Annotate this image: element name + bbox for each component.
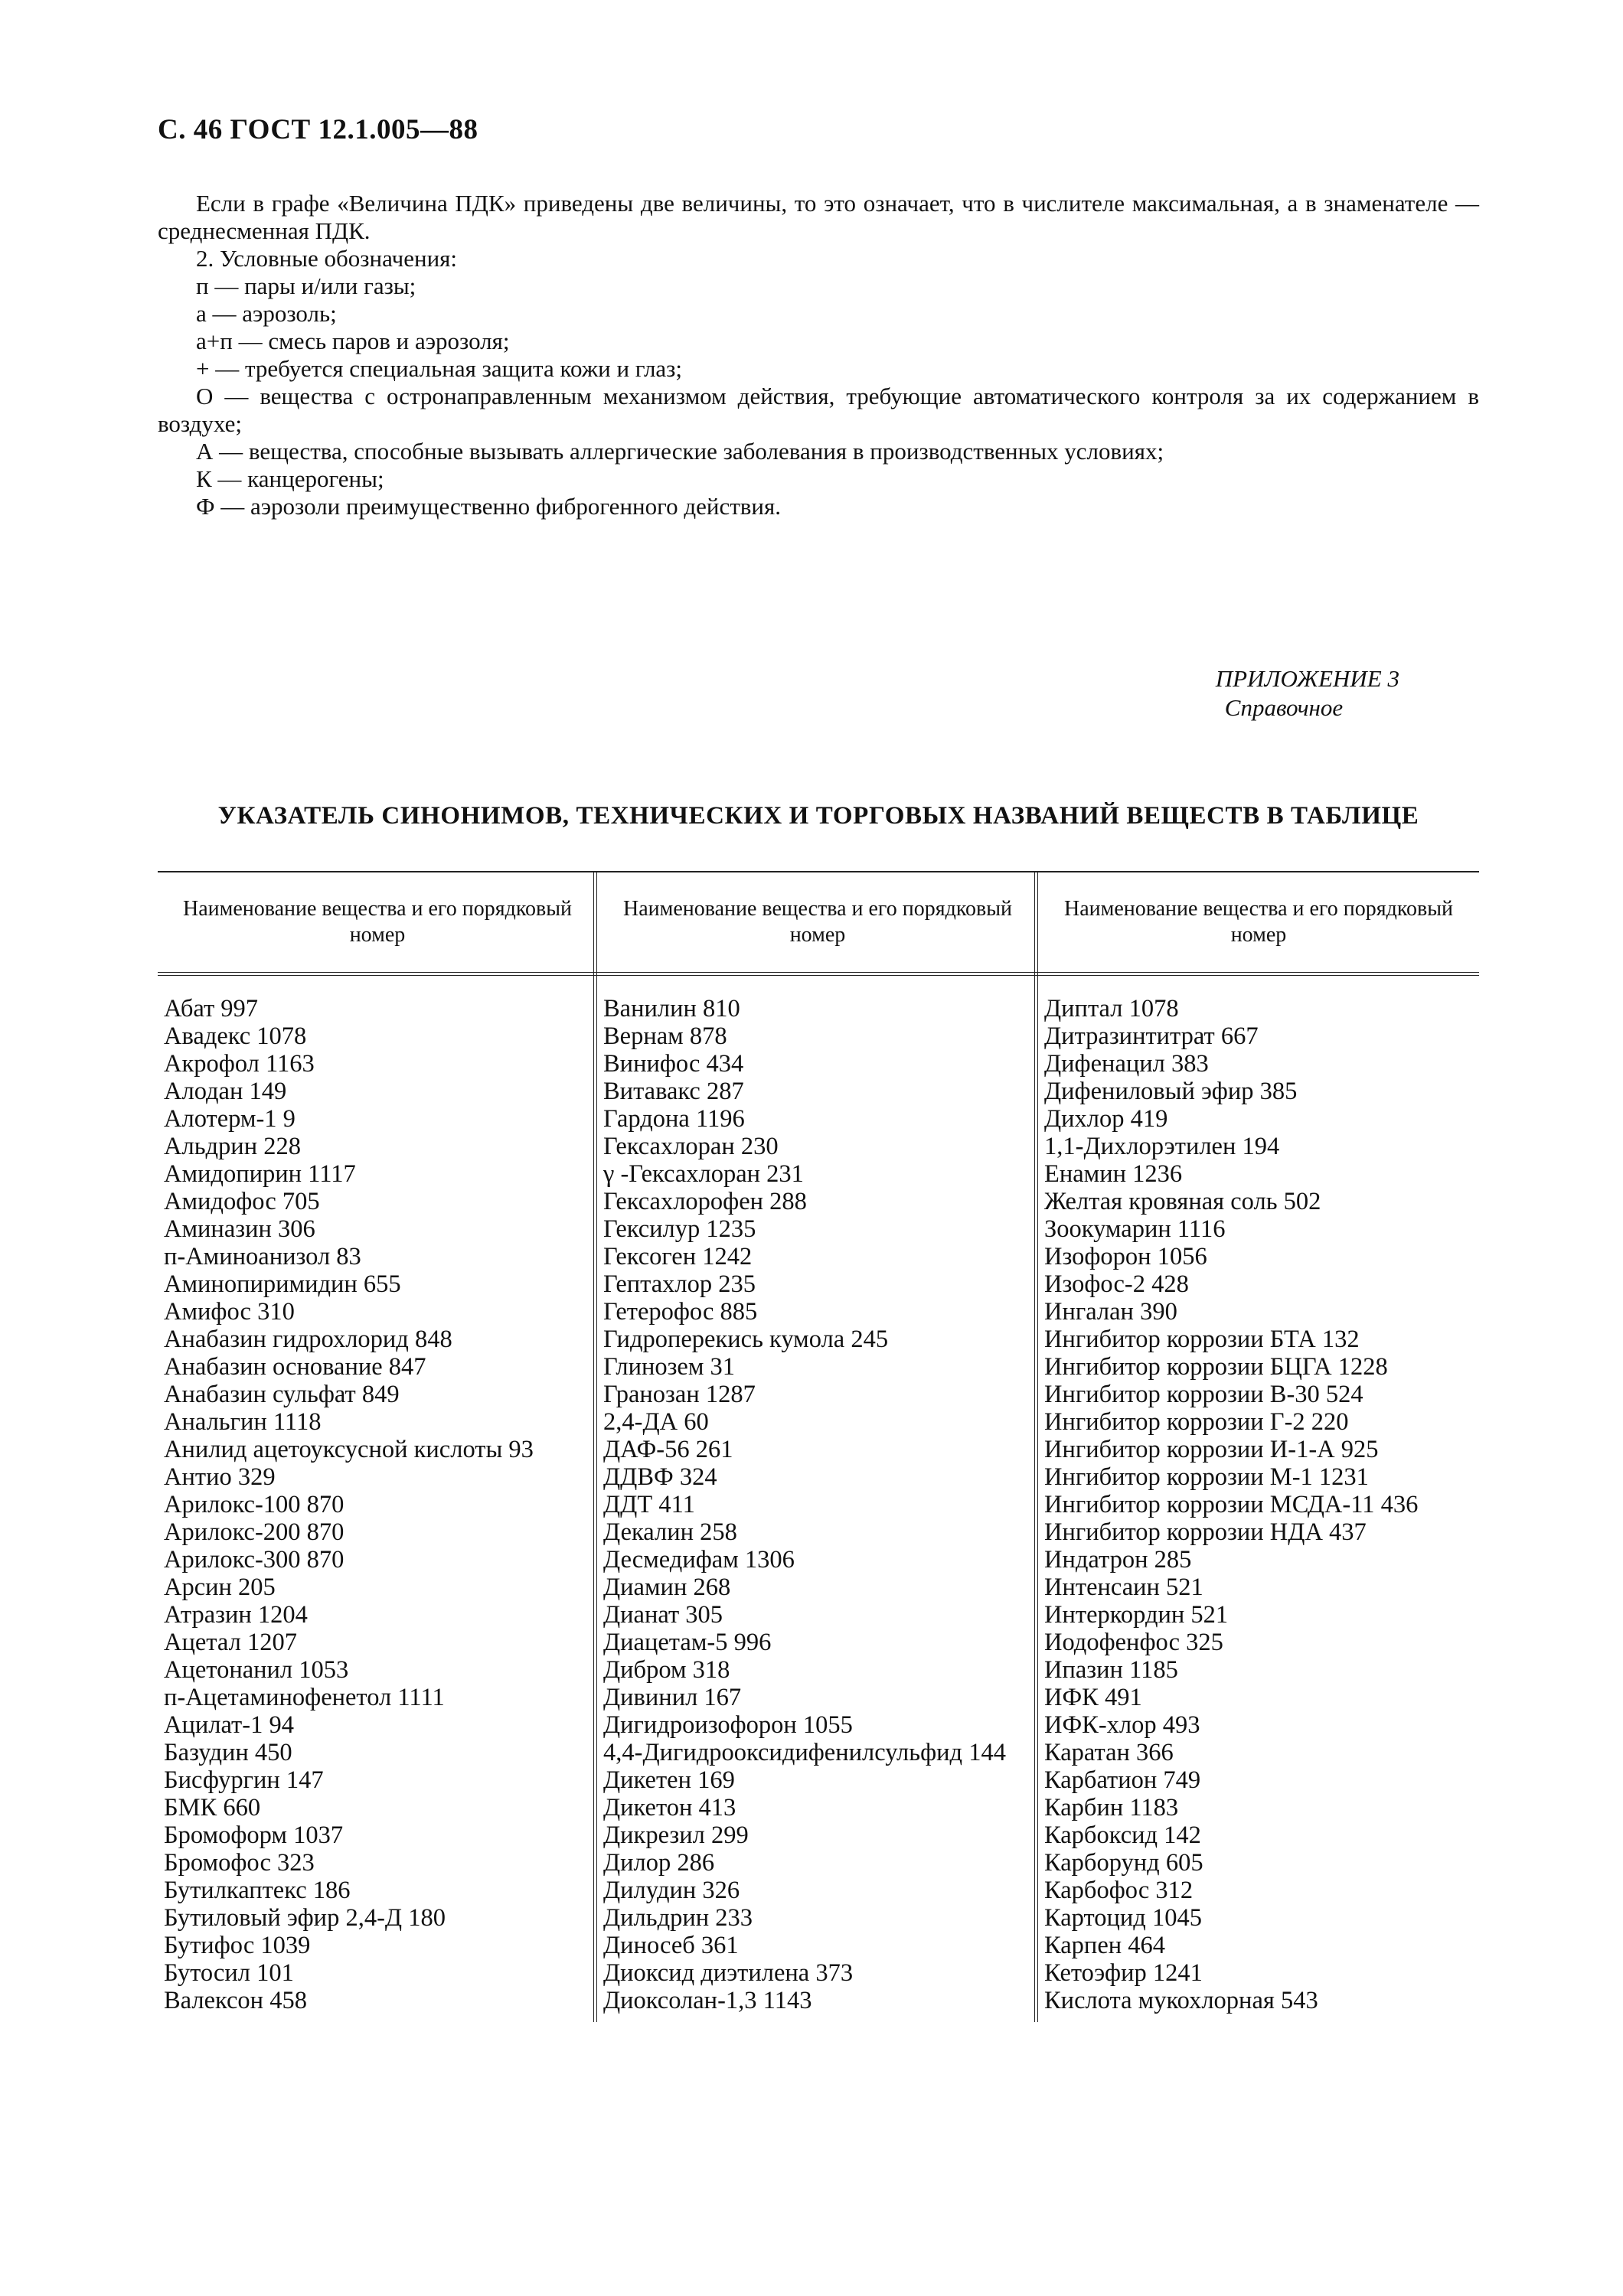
index-entry: Диамин 268 xyxy=(603,1574,731,1601)
index-entry: Карбоксид 142 xyxy=(1044,1821,1201,1849)
appendix-subtitle: Справочное xyxy=(1224,694,1344,721)
index-entry: γ -Гексахлоран 231 xyxy=(603,1160,804,1188)
index-entry: Интенсаин 521 xyxy=(1044,1574,1203,1601)
index-entry: Карбофос 312 xyxy=(1044,1877,1194,1904)
index-entry: п-Аминоанизол 83 xyxy=(164,1243,361,1270)
index-entry: Декалин 258 xyxy=(603,1518,737,1546)
index-entry: Карбин 1183 xyxy=(1044,1794,1179,1821)
index-entry: Базудин 450 xyxy=(164,1739,292,1766)
index-entry: Диоксид диэтилена 373 xyxy=(603,1959,854,1987)
index-entry: Гранозан 1287 xyxy=(603,1381,756,1408)
index-entry: Ингибитор коррозии В-30 524 xyxy=(1044,1381,1363,1408)
index-entry: Арилокс-200 870 xyxy=(164,1518,345,1546)
index-entry: Арсин 205 xyxy=(164,1574,276,1601)
index-entry: п-Ацетаминофенетол 1111 xyxy=(164,1684,445,1711)
index-entry: Анабазин основание 847 xyxy=(164,1353,426,1381)
column-divider xyxy=(593,872,597,2022)
index-entry: Анабазин сульфат 849 xyxy=(164,1381,400,1408)
index-entry: Бисфургин 147 xyxy=(164,1766,324,1794)
index-entry: Дилудин 326 xyxy=(603,1877,740,1904)
column-header: Наименование вещества и его порядковый номер xyxy=(182,897,573,947)
index-entry: Атразин 1204 xyxy=(164,1601,308,1629)
index-entry: Бутифос 1039 xyxy=(164,1932,311,1959)
index-entry: Винифос 434 xyxy=(603,1050,744,1078)
index-entry: Дифениловый эфир 385 xyxy=(1044,1078,1298,1105)
index-entry: Дивинил 167 xyxy=(603,1684,742,1711)
index-entry: Бутилкаптекс 186 xyxy=(164,1877,351,1904)
index-entry: Анабазин гидрохлорид 848 xyxy=(164,1326,452,1353)
symbol-item: К — канцерогены; xyxy=(196,465,384,492)
index-entry: Гексоген 1242 xyxy=(603,1243,753,1270)
index-column-3 xyxy=(1038,872,1479,2022)
index-entry: Карбатион 749 xyxy=(1044,1766,1201,1794)
page-header: С. 46 ГОСТ 12.1.005—88 xyxy=(158,114,478,145)
index-entry: Кетоэфир 1241 xyxy=(1044,1959,1203,1987)
index-entry: Вернам 878 xyxy=(603,1022,727,1050)
index-entry: Диоксолан-1,3 1143 xyxy=(603,1987,812,2014)
index-entry: Антио 329 xyxy=(164,1463,276,1491)
index-entry: Каратан 366 xyxy=(1044,1739,1174,1766)
index-entry: Аминазин 306 xyxy=(164,1215,315,1243)
index-entry: Альдрин 228 xyxy=(164,1133,301,1160)
index-entry: Дифенацил 383 xyxy=(1044,1050,1209,1078)
index-column-1 xyxy=(158,872,597,2022)
index-entry: Ингибитор коррозии Г-2 220 xyxy=(1044,1408,1349,1436)
index-entry: Дилор 286 xyxy=(603,1849,715,1877)
index-entry: Дианат 305 xyxy=(603,1601,723,1629)
index-entry: Ацетонанил 1053 xyxy=(164,1656,349,1684)
index-entry: ДДТ 411 xyxy=(603,1491,695,1518)
index-entry: Дибром 318 xyxy=(603,1656,730,1684)
index-entry: Арилокс-100 870 xyxy=(164,1491,345,1518)
index-entry: Ингибитор коррозии НДА 437 xyxy=(1044,1518,1367,1546)
index-entry: Ингалан 390 xyxy=(1044,1298,1177,1326)
index-entry: Диносеб 361 xyxy=(603,1932,739,1959)
index-entry: Амидофос 705 xyxy=(164,1188,320,1215)
index-entry: Валексон 458 xyxy=(164,1987,307,2014)
index-entry: Арилокс-300 870 xyxy=(164,1546,345,1574)
index-entry: Дихлор 419 xyxy=(1044,1105,1168,1133)
index-entry: Ингибитор коррозии БЦГА 1228 xyxy=(1044,1353,1388,1381)
index-entry: Гардона 1196 xyxy=(603,1105,745,1133)
index-entry: Кислота мукохлорная 543 xyxy=(1044,1987,1318,2014)
index-entry: Зоокумарин 1116 xyxy=(1044,1215,1226,1243)
index-entry: Иодофенфос 325 xyxy=(1044,1629,1223,1656)
index-entry: Дикетен 169 xyxy=(603,1766,735,1794)
index-entry: Алотерм-1 9 xyxy=(164,1105,296,1133)
index-entry: Гептахлор 235 xyxy=(603,1270,756,1298)
index-entry: Амидопирин 1117 xyxy=(164,1160,356,1188)
index-entry: Бутиловый эфир 2,4-Д 180 xyxy=(164,1904,446,1932)
index-entry: ДАФ-56 261 xyxy=(603,1436,733,1463)
index-entry: Ванилин 810 xyxy=(603,995,740,1022)
index-entry: Ингибитор коррозии БТА 132 xyxy=(1044,1326,1360,1353)
index-entry: БМК 660 xyxy=(164,1794,261,1821)
index-entry: Ацетал 1207 xyxy=(164,1629,297,1656)
index-entry: Енамин 1236 xyxy=(1044,1160,1183,1188)
index-entry: Изофорон 1056 xyxy=(1044,1243,1207,1270)
index-entry: Аминопиримидин 655 xyxy=(164,1270,401,1298)
column-divider xyxy=(1034,872,1038,2022)
symbol-item: О — вещества с остронаправленным механизмом действия, требующие автоматического контроля за их содержанием в воздухе; xyxy=(158,383,1479,437)
notes-heading: 2. Условные обозначения: xyxy=(196,245,458,272)
index-entry: Бутосил 101 xyxy=(164,1959,294,1987)
symbol-item: а — аэрозоль; xyxy=(196,300,337,327)
index-entry: ИФК-хлор 493 xyxy=(1044,1711,1200,1739)
column-header: Наименование вещества и его порядковый номер xyxy=(1063,897,1454,947)
index-entry: Гексахлоран 230 xyxy=(603,1133,779,1160)
index-entry: Диацетам-5 996 xyxy=(603,1629,772,1656)
symbol-item: + — требуется специальная защита кожи и глаз; xyxy=(196,355,683,382)
entries-list xyxy=(603,995,1035,2014)
index-entry: Бромофос 323 xyxy=(164,1849,315,1877)
index-entry: Витавакс 287 xyxy=(603,1078,744,1105)
index-entry: Картоцид 1045 xyxy=(1044,1904,1202,1932)
column-header: Наименование вещества и его порядковый номер xyxy=(622,897,1013,947)
index-entry: Гидроперекись кумола 245 xyxy=(603,1326,889,1353)
entries-list xyxy=(1044,995,1476,2014)
index-entry: Глинозем 31 xyxy=(603,1353,736,1381)
symbol-item: п — пары и/или газы; xyxy=(196,272,416,299)
index-entry: Абат 997 xyxy=(164,995,259,1022)
notes-paragraph: Если в графе «Величина ПДК» приведены две величины, то это означает, что в числителе максимальная, а в знаменателе — среднесменная ПДК. xyxy=(158,190,1479,244)
index-entry: 4,4-Дигидрооксидифенилсульфид 144 xyxy=(603,1739,1006,1766)
index-entry: Интеркордин 521 xyxy=(1044,1601,1229,1629)
index-entry: Гетерофос 885 xyxy=(603,1298,758,1326)
index-entry: Диптал 1078 xyxy=(1044,995,1179,1022)
index-entry: Гексахлорофен 288 xyxy=(603,1188,807,1215)
index-entry: Дикетон 413 xyxy=(603,1794,736,1821)
index-title: УКАЗАТЕЛЬ СИНОНИМОВ, ТЕХНИЧЕСКИХ И ТОРГОВЫХ НАЗВАНИЙ ВЕЩЕСТВ В ТАБЛИЦЕ xyxy=(217,802,1419,830)
index-entry: Желтая кровяная соль 502 xyxy=(1044,1188,1321,1215)
index-entry: 2,4-ДА 60 xyxy=(603,1408,709,1436)
index-entry: Карпен 464 xyxy=(1044,1932,1166,1959)
index-entry: 1,1-Дихлорэтилен 194 xyxy=(1044,1133,1280,1160)
appendix-label xyxy=(1216,664,1399,722)
index-entry: ИФК 491 xyxy=(1044,1684,1142,1711)
index-entry: Карборунд 605 xyxy=(1044,1849,1203,1877)
index-entry: Авадекс 1078 xyxy=(164,1022,307,1050)
index-entry: Ацилат-1 94 xyxy=(164,1711,294,1739)
index-entry: Индатрон 285 xyxy=(1044,1546,1192,1574)
index-entry: Анилид ацетоуксусной кислоты 93 xyxy=(164,1436,534,1463)
index-entry: Дикрезил 299 xyxy=(603,1821,749,1849)
header-divider xyxy=(158,972,1479,976)
notes-section xyxy=(158,190,1479,520)
symbol-item: А — вещества, способные вызывать аллергические заболевания в производственных условиях; xyxy=(196,438,1164,465)
index-entry: Анальгин 1118 xyxy=(164,1408,322,1436)
index-table xyxy=(158,871,1479,2022)
index-entry: Акрофол 1163 xyxy=(164,1050,315,1078)
index-entry: Дигидроизофорон 1055 xyxy=(603,1711,853,1739)
entries-list xyxy=(164,995,594,2014)
index-entry: Ингибитор коррозии МСДА-11 436 xyxy=(1044,1491,1419,1518)
index-entry: Амифос 310 xyxy=(164,1298,295,1326)
index-entry: Десмедифам 1306 xyxy=(603,1546,795,1574)
index-entry: Алодан 149 xyxy=(164,1078,287,1105)
index-entry: Ингибитор коррозии И-1-А 925 xyxy=(1044,1436,1379,1463)
index-entry: Ипазин 1185 xyxy=(1044,1656,1178,1684)
index-entry: Бромоформ 1037 xyxy=(164,1821,344,1849)
index-entry: Дильдрин 233 xyxy=(603,1904,753,1932)
index-column-2 xyxy=(597,872,1038,2022)
index-entry: Гексилур 1235 xyxy=(603,1215,756,1243)
index-entry: Ингибитор коррозии М-1 1231 xyxy=(1044,1463,1369,1491)
index-entry: Дитразинтитрат 667 xyxy=(1044,1022,1259,1050)
index-entry: Изофос-2 428 xyxy=(1044,1270,1189,1298)
index-entry: ДДВФ 324 xyxy=(603,1463,717,1491)
symbol-item: а+п — смесь паров и аэрозоля; xyxy=(196,328,510,354)
appendix-title: ПРИЛОЖЕНИЕ 3 xyxy=(1215,665,1399,692)
symbol-item: Ф — аэрозоли преимущественно фиброгенного действия. xyxy=(196,493,781,520)
